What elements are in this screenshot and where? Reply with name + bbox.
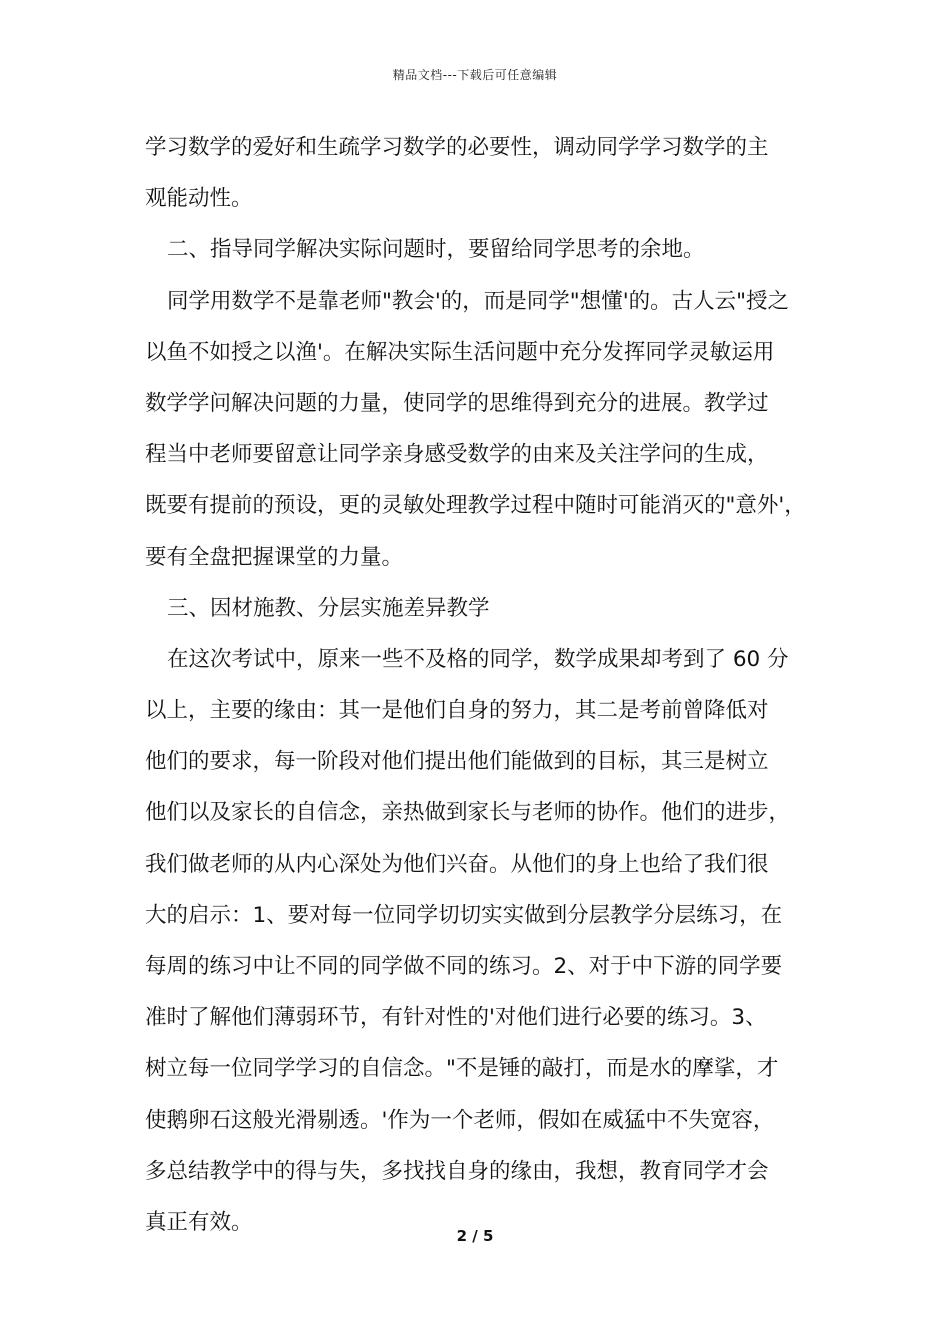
- text-line: 使鹅卵石这般光滑剔透。'作为一个老师，假如在威猛中不失宽容，: [145, 1107, 775, 1133]
- text-line: 他们的要求，每一阶段对他们提出他们能做到的目标，其三是树立: [145, 749, 769, 775]
- text-line: 同学用数学不是靠老师"教会'的，而是同学"想懂'的。古人云"授之: [167, 288, 789, 314]
- text-line: 既要有提前的预设，更的灵敏处理教学过程中随时可能消灭的"意外'，: [145, 493, 806, 519]
- text-line: 多总结教学中的得与失，多找找自身的缘由，我想，教育同学才会: [145, 1158, 769, 1184]
- text-line: 程当中老师要留意让同学亲身感受数学的由来及关注学问的生成，: [145, 442, 769, 468]
- document-body: [145, 122, 825, 1248]
- text-line: 学习数学的爱好和生疏学习数学的必要性，调动同学学习数学的主: [145, 135, 769, 160]
- text-line: 在这次考试中，原来一些不及格的同学，数学成果却考到了 60 分: [167, 646, 789, 672]
- text-line: 以鱼不如授之以渔'。在解决实际生活问题中充分发挥同学灵敏运用: [145, 339, 775, 365]
- text-line: 真正有效。: [145, 1209, 253, 1235]
- text-line: 数学学问解决问题的力量，使同学的思维得到充分的进展。教学过: [145, 390, 769, 416]
- section-heading: 三、因材施教、分层实施差异教学: [167, 595, 490, 621]
- text-line: 大的启示：1、要对每一位同学切切实实做到分层教学分层练习，在: [145, 902, 783, 928]
- text-line: 以上，主要的缘由：其一是他们自身的努力，其二是考前曾降低对: [145, 698, 769, 724]
- text-line: 他们以及家长的自信念，亲热做到家长与老师的协作。他们的进步，: [145, 800, 791, 826]
- text-line: 要有全盘把握课堂的力量。: [145, 544, 404, 570]
- text-line: 树立每一位同学学习的自信念。"不是锤的敲打，而是水的摩挲，才: [145, 1056, 779, 1082]
- text-line: 我们做老师的从内心深处为他们兴奋。从他们的身上也给了我们很: [145, 851, 769, 877]
- section-heading: 二、指导同学解决实际问题时，要留给同学思考的余地。: [167, 237, 705, 263]
- text-line: 准时了解他们薄弱环节，有针对性的'对他们进行必要的练习。3、: [145, 1005, 767, 1031]
- text-line: 每周的练习中让不同的同学做不同的练习。2、对于中下游的同学要: [145, 954, 783, 979]
- text-line: 观能动性。: [145, 186, 253, 212]
- page-header: 精品文档---下载后可任意编辑: [392, 68, 558, 82]
- page-number: 2 / 5: [456, 1227, 494, 1245]
